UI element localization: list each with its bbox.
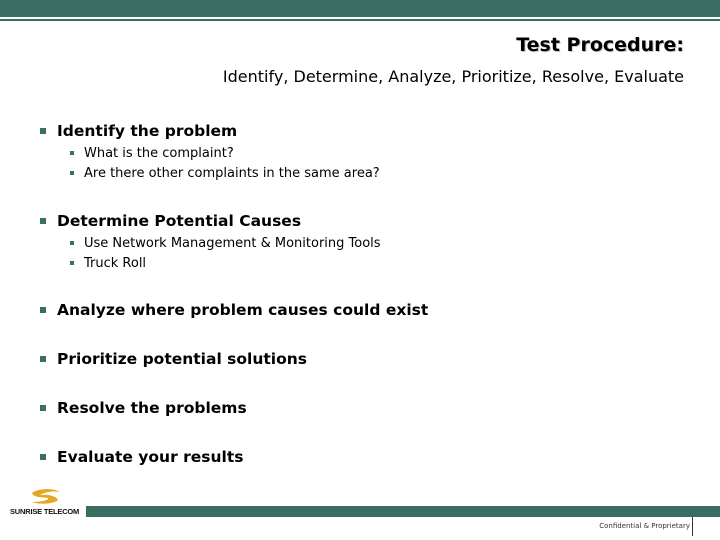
- header-rule: [0, 19, 720, 21]
- bullet-list: [40, 120, 700, 468]
- header-band: [0, 0, 720, 17]
- sub-bullet-square-icon: [70, 241, 74, 245]
- bullet-analyze: [40, 299, 700, 321]
- bullet-text: Determine Potential Causes: [57, 212, 302, 230]
- bullet-resolve: [40, 397, 700, 419]
- bullet-identify: [40, 120, 700, 183]
- sub-bullet-square-icon: [70, 151, 74, 155]
- bullet-text: Resolve the problems: [57, 399, 247, 417]
- confidential-note: Confidential & Proprietary: [599, 522, 690, 530]
- sub-bullet-text: Are there other complaints in the same area?: [84, 165, 380, 181]
- slide-title: Test Procedure:: [516, 34, 684, 56]
- slide-subtitle: Identify, Determine, Analyze, Prioritize, Resolve, Evaluate: [222, 67, 684, 86]
- sub-bullet-text: What is the complaint?: [84, 145, 234, 161]
- bullet-square-icon: [40, 218, 46, 224]
- footer-divider: [692, 517, 693, 536]
- bullet-square-icon: [40, 128, 46, 134]
- sub-bullet-square-icon: [70, 261, 74, 265]
- bullet-square-icon: [40, 454, 46, 460]
- logo-wordmark: SUNRISE TELECOM: [10, 507, 80, 516]
- sub-bullet-text: Use Network Management & Monitoring Tools: [84, 235, 381, 251]
- sub-bullet-text: Truck Roll: [84, 255, 147, 271]
- bullet-square-icon: [40, 405, 46, 411]
- bullet-text: Prioritize potential solutions: [57, 350, 308, 368]
- bullet-text: Analyze where problem causes could exist: [57, 301, 429, 319]
- bullet-evaluate: [40, 446, 700, 468]
- bullet-text: Evaluate your results: [57, 448, 244, 466]
- sub-bullet-square-icon: [70, 171, 74, 175]
- bullet-square-icon: [40, 307, 46, 313]
- bullet-text: Identify the problem: [57, 122, 238, 140]
- bullet-prioritize: [40, 348, 700, 370]
- bullet-square-icon: [40, 356, 46, 362]
- footer-band: [86, 506, 720, 517]
- bullet-determine: [40, 210, 700, 273]
